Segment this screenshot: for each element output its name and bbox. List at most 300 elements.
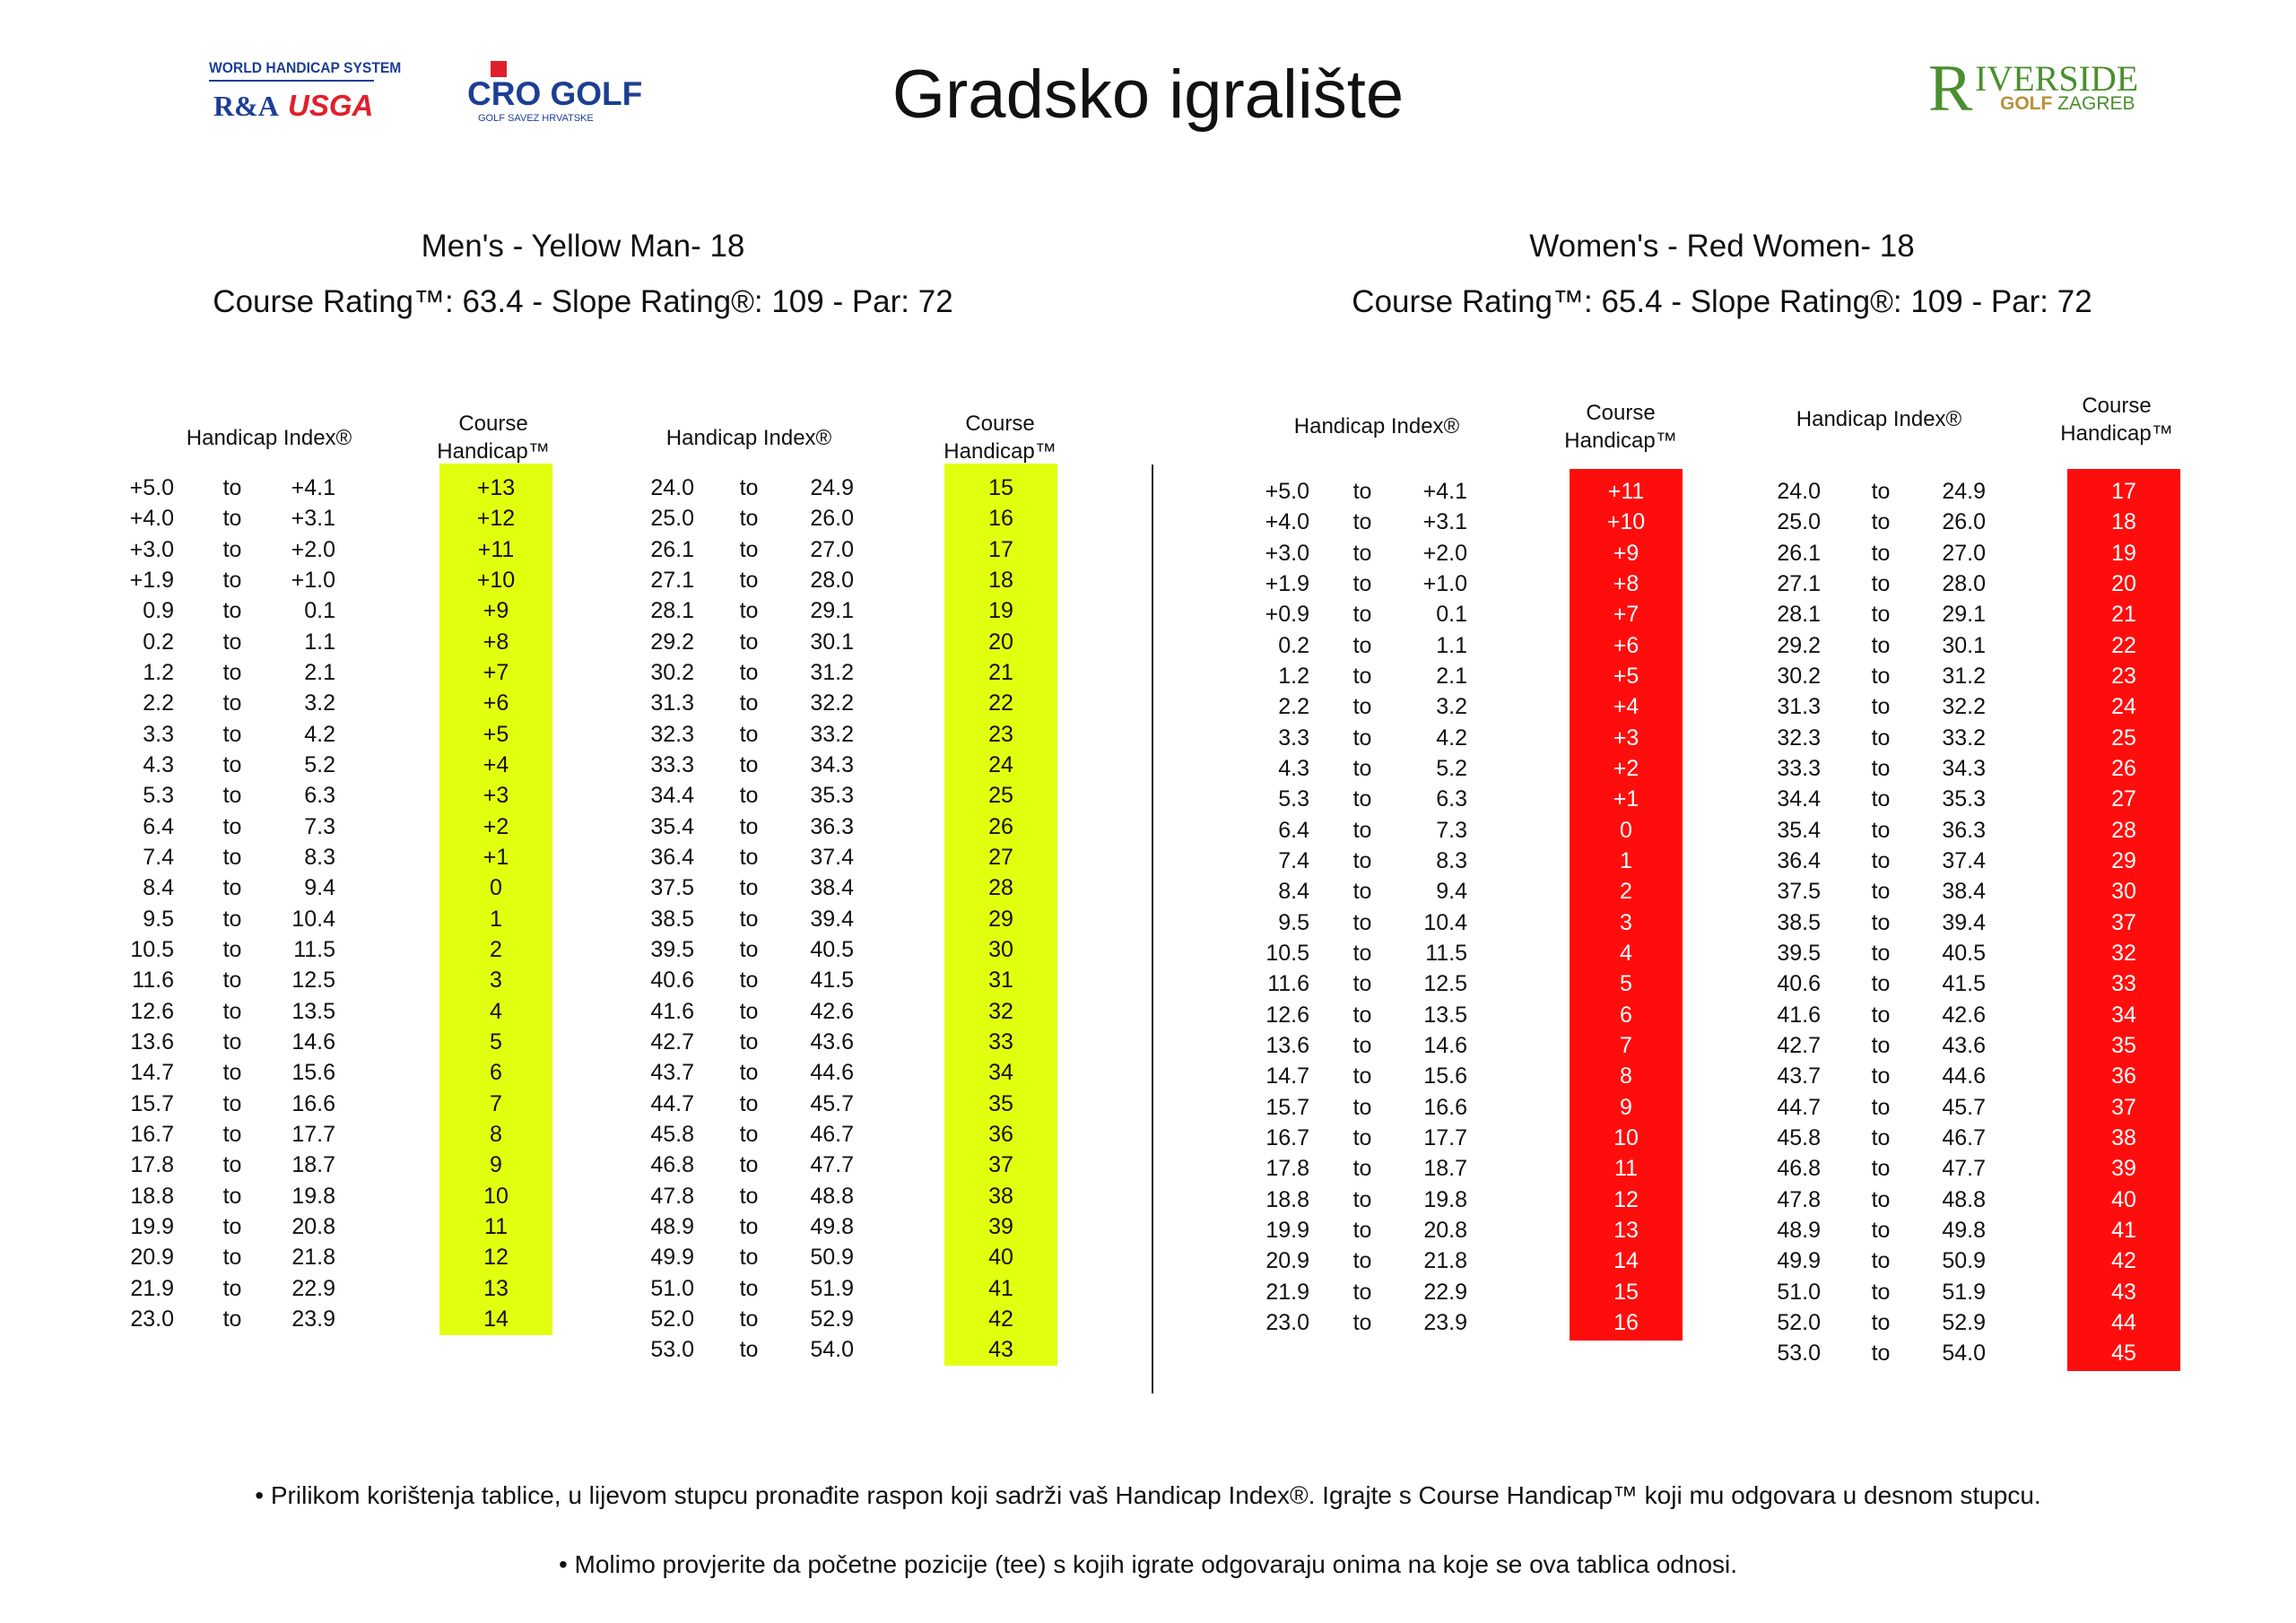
men-cell-to-2: 24.9 [810,475,854,500]
men-cell-course-handicap-2: 27 [988,844,1013,870]
men-cell-from-2: 48.9 [650,1213,694,1239]
women-cell-from-1: 4.3 [1278,755,1309,781]
women-cell-to-1: 14.6 [1423,1032,1467,1058]
women-cell-course-handicap-1: 1 [1620,847,1632,873]
men-cell-to-label-1: to [222,1213,242,1239]
women-cell-to-1: 20.8 [1423,1217,1467,1243]
men-cell-course-handicap-2: 19 [988,598,1013,624]
men-cell-to-label-2: to [739,1306,759,1332]
women-course-handicap-header-1: Course Handicap™ [1564,401,1677,453]
women-table-row [0,1185,2296,1215]
men-cell-to-1: 5.2 [304,751,335,777]
women-cell-from-1: 2.2 [1278,694,1309,720]
women-cell-from-2: 43.7 [1777,1063,1821,1089]
women-cell-to-label-1: to [1352,1186,1372,1212]
men-cell-to-label-1: to [222,844,242,870]
women-cell-from-1: 20.9 [1265,1248,1309,1274]
women-cell-to-1: 10.4 [1423,909,1467,935]
men-cell-from-1: +1.9 [129,567,174,593]
women-cell-to-2: 34.3 [1942,755,1986,781]
women-cell-course-handicap-1: 3 [1620,909,1632,935]
women-cell-from-2: 28.1 [1777,602,1821,628]
women-cell-to-1: +1.0 [1422,570,1467,596]
men-cell-course-handicap-1: 3 [490,968,502,994]
women-cell-course-handicap-2: 30 [2111,879,2136,905]
women-cell-to-2: 27.0 [1942,540,1986,566]
men-cell-to-2: 27.0 [810,536,854,562]
women-cell-from-2: 36.4 [1777,847,1821,873]
women-table-row [0,1245,2296,1276]
women-cell-course-handicap-2: 36 [2111,1063,2136,1089]
men-cell-from-2: 25.0 [650,506,694,532]
men-cell-to-1: 11.5 [293,936,335,962]
women-cell-to-2: 24.9 [1942,479,1986,504]
women-cell-to-label-1: to [1352,786,1372,812]
women-cell-to-label-2: to [1871,940,1891,966]
women-cell-to-2: 54.0 [1942,1341,1986,1367]
men-cell-to-1: +3.1 [291,506,335,532]
women-handicap-index-header-2: Handicap Index® [1796,407,1962,431]
women-cell-to-label-1: to [1352,817,1372,843]
men-cell-from-2: 39.5 [650,936,694,962]
women-cell-from-2: 53.0 [1777,1341,1821,1367]
men-cell-from-2: 26.1 [650,536,694,562]
women-cell-course-handicap-2: 20 [2111,570,2136,596]
men-cell-from-1: 18.8 [130,1183,174,1209]
women-cell-to-label-2: to [1871,602,1891,628]
women-cell-from-2: 34.4 [1777,786,1821,812]
men-cell-to-2: 30.1 [810,629,854,655]
women-cell-course-handicap-2: 32 [2111,940,2136,966]
women-cell-to-1: 2.1 [1436,663,1467,689]
men-cell-course-handicap-1: 2 [490,936,502,962]
women-cell-to-2: 37.4 [1942,847,1986,873]
women-cell-from-2: 46.8 [1777,1156,1821,1182]
women-cell-from-2: 48.9 [1777,1217,1821,1243]
men-cell-from-2: 41.6 [650,998,694,1024]
women-cell-to-label-2: to [1871,879,1891,905]
women-cell-course-handicap-1: 4 [1620,940,1632,966]
women-table-row [0,1000,2296,1030]
women-cell-to-label-2: to [1871,540,1891,566]
women-cell-from-2: 42.7 [1777,1032,1821,1058]
men-cell-from-1: 3.3 [143,721,174,747]
women-cell-course-handicap-2: 21 [2111,602,2136,628]
women-cell-course-handicap-2: 29 [2111,847,2136,873]
men-cell-to-label-2: to [739,506,759,532]
men-cell-to-label-1: to [222,875,242,901]
men-cell-to-2: 39.4 [810,906,854,932]
men-cell-to-label-2: to [739,1183,759,1209]
women-cell-from-1: 16.7 [1265,1124,1309,1150]
men-cell-from-1: +4.0 [129,506,174,532]
men-cell-to-2: 33.2 [810,721,854,747]
women-cell-to-label-2: to [1871,1063,1891,1089]
men-cell-from-2: 35.4 [650,813,694,839]
men-cell-to-label-2: to [739,875,759,901]
women-table-row [0,723,2296,753]
women-cell-course-handicap-1: 13 [1613,1217,1639,1243]
women-cell-from-2: 37.5 [1777,879,1821,905]
men-cell-course-handicap-1: +12 [476,506,516,532]
women-cell-to-2: 51.9 [1942,1279,1986,1305]
women-cell-from-2: 44.7 [1777,1094,1821,1120]
men-cell-course-handicap-1: +7 [483,659,509,685]
men-cell-from-2: 34.4 [650,783,694,809]
men-cell-to-1: 21.8 [291,1245,335,1271]
women-cell-course-handicap-2: 37 [2111,909,2136,935]
women-cell-course-handicap-2: 40 [2111,1186,2136,1212]
women-cell-course-handicap-2: 35 [2111,1032,2136,1058]
men-cell-from-1: +3.0 [129,536,174,562]
women-cell-from-2: 38.5 [1777,909,1821,935]
men-cell-course-handicap-1: 12 [483,1245,509,1271]
men-cell-from-2: 45.8 [650,1121,694,1147]
women-cell-course-handicap-1: 16 [1613,1309,1639,1335]
men-cell-course-handicap-2: 42 [988,1306,1013,1332]
women-cell-to-1: 23.9 [1423,1309,1467,1335]
women-table-row [0,630,2296,661]
men-cell-course-handicap-2: 35 [988,1090,1013,1116]
men-cell-to-label-1: to [222,629,242,655]
men-cell-from-2: 27.1 [650,567,694,593]
men-cell-to-label-1: to [222,475,242,500]
men-cell-to-label-1: to [222,690,242,716]
women-cell-to-label-1: to [1352,1063,1372,1089]
men-cell-to-label-2: to [739,1121,759,1147]
women-cell-from-1: 17.8 [1265,1156,1309,1182]
women-cell-course-handicap-2: 27 [2111,786,2136,812]
women-cell-to-label-1: to [1352,1217,1372,1243]
women-cell-course-handicap-1: 11 [1614,1156,1638,1182]
men-cell-to-1: +2.0 [291,536,335,562]
women-cell-from-1: 23.0 [1265,1309,1309,1335]
men-cell-from-2: 30.2 [650,659,694,685]
men-cell-to-label-1: to [222,1245,242,1271]
women-cell-to-label-1: to [1352,971,1372,997]
men-cell-to-1: 15.6 [291,1060,335,1086]
women-cell-to-label-2: to [1871,1341,1891,1367]
women-cell-from-1: 1.2 [1278,663,1309,689]
women-cell-to-label-2: to [1871,847,1891,873]
women-cell-course-handicap-2: 42 [2111,1248,2136,1274]
men-cell-course-handicap-1: +13 [476,475,516,500]
footer-note-2: • Molimo provjerite da početne pozicije (tee) s kojih igrate odgovaraju onima na koje se ova tablica odnosi. [558,1550,1738,1578]
women-cell-from-1: 8.4 [1278,879,1309,905]
men-cell-to-1: 2.1 [304,659,335,685]
men-cell-to-1: 19.8 [291,1183,335,1209]
men-cell-to-label-1: to [222,1090,242,1116]
women-cell-to-label-2: to [1871,663,1891,689]
men-cell-from-1: 13.6 [130,1028,174,1055]
men-cell-to-1: +1.0 [291,567,335,593]
men-cell-to-label-2: to [739,1213,759,1239]
men-cell-to-label-2: to [739,1028,759,1055]
women-cell-from-1: 18.8 [1265,1186,1309,1212]
women-cell-from-2: 35.4 [1777,817,1821,843]
ra-logo-text: R&A [213,90,279,122]
men-cell-course-handicap-1: 9 [490,1152,502,1178]
men-cell-course-handicap-1: +10 [476,567,516,593]
men-cell-to-2: 42.6 [810,998,854,1024]
men-cell-from-1: 9.5 [143,906,174,932]
women-section-title: Women's - Red Women- 18 [1529,229,1915,264]
women-cell-course-handicap-2: 37 [2111,1094,2136,1120]
women-cell-from-2: 51.0 [1777,1279,1821,1305]
men-cell-course-handicap-2: 32 [988,998,1013,1024]
women-cell-course-handicap-1: 12 [1613,1186,1639,1212]
women-table-row [0,846,2296,876]
men-cell-course-handicap-1: +2 [483,813,509,839]
women-cell-to-2: 48.8 [1942,1186,1986,1212]
women-cell-course-handicap-1: +5 [1613,663,1639,689]
men-cell-course-handicap-2: 37 [988,1152,1013,1178]
men-cell-course-handicap-1: +8 [483,629,509,655]
women-cell-course-handicap-1: +3 [1613,725,1639,751]
women-table-row [0,907,2296,938]
men-cell-to-label-2: to [739,936,759,962]
men-cell-from-1: 15.7 [130,1090,174,1116]
women-cell-to-2: 38.4 [1942,879,1986,905]
women-cell-to-label-2: to [1871,725,1891,751]
men-cell-from-2: 52.0 [650,1306,694,1332]
men-cell-to-2: 46.7 [810,1121,854,1147]
women-cell-from-2: 49.9 [1777,1248,1821,1274]
men-cell-course-handicap-1: 4 [490,998,502,1024]
men-cell-to-2: 34.3 [810,751,854,777]
men-cell-course-handicap-2: 18 [988,567,1013,593]
men-course-rating: Course Rating™: 63.4 - Slope Rating®: 109 - Par: 72 [213,284,953,319]
page-title: Gradsko igralište [891,56,1405,133]
women-cell-to-label-2: to [1871,1279,1891,1305]
women-cell-to-2: 33.2 [1942,725,1986,751]
men-cell-from-1: 7.4 [143,844,174,870]
women-table-row [0,1215,2296,1245]
women-table-row [0,1277,2296,1307]
men-cell-to-1: 14.6 [291,1028,335,1055]
women-cell-course-handicap-1: 2 [1620,879,1632,905]
men-cell-to-1: 8.3 [304,844,335,870]
women-table-row [0,568,2296,599]
women-cell-to-label-1: to [1352,1124,1372,1150]
men-course-handicap-header-1: Course Handicap™ [437,412,550,464]
women-table-row [0,753,2296,784]
men-cell-to-label-2: to [739,721,759,747]
women-cell-from-2: 33.3 [1777,755,1821,781]
women-cell-to-2: 41.5 [1942,971,1986,997]
men-cell-to-2: 32.2 [810,690,854,716]
men-cell-course-handicap-1: 7 [490,1090,502,1116]
riverside-logo-initial: R [1928,52,1973,126]
women-cell-to-label-2: to [1871,694,1891,720]
women-cell-to-1: 1.1 [1436,632,1467,658]
men-cell-from-1: 6.4 [143,813,174,839]
women-cell-from-1: +5.0 [1265,479,1309,504]
women-cell-to-label-1: to [1352,847,1372,873]
women-table-row [0,815,2296,846]
men-cell-course-handicap-1: 14 [483,1306,509,1332]
men-cell-to-1: 18.7 [291,1152,335,1178]
women-table-row [0,507,2296,537]
men-cell-from-1: 11.6 [132,968,174,994]
men-cell-to-label-1: to [222,536,242,562]
men-cell-to-label-1: to [222,506,242,532]
women-cell-from-1: 21.9 [1265,1279,1309,1305]
women-cell-from-2: 45.8 [1777,1124,1821,1150]
men-cell-to-label-2: to [739,1337,759,1363]
men-cell-to-label-2: to [739,751,759,777]
men-cell-to-2: 37.4 [810,844,854,870]
men-cell-to-2: 47.7 [810,1152,854,1178]
women-cell-to-1: 5.2 [1436,755,1467,781]
women-cell-to-label-2: to [1871,509,1891,535]
women-cell-to-2: 26.0 [1942,509,1986,535]
women-cell-from-2: 25.0 [1777,509,1821,535]
men-cell-to-label-1: to [222,998,242,1024]
men-cell-course-handicap-2: 24 [988,751,1013,777]
women-cell-to-label-1: to [1352,479,1372,504]
women-cell-from-1: 13.6 [1265,1032,1309,1058]
women-cell-to-label-1: to [1352,602,1372,628]
men-cell-from-1: 10.5 [130,936,174,962]
men-cell-to-2: 35.3 [810,783,854,809]
women-cell-course-handicap-1: +11 [1607,479,1645,504]
women-cell-to-label-1: to [1352,755,1372,781]
men-cell-course-handicap-1: 0 [490,875,502,901]
men-cell-course-handicap-2: 40 [988,1245,1013,1271]
women-handicap-index-header-1: Handicap Index® [1293,414,1460,438]
women-cell-to-2: 46.7 [1942,1124,1986,1150]
women-handicap-table [0,476,2296,1382]
women-cell-to-1: 4.2 [1436,725,1467,751]
men-cell-from-1: 0.9 [143,598,174,624]
women-table-row [0,538,2296,568]
men-cell-from-1: 0.2 [143,629,174,655]
men-section-title: Men's - Yellow Man- 18 [421,229,745,264]
men-cell-from-2: 24.0 [650,475,694,500]
women-cell-to-label-2: to [1871,570,1891,596]
women-cell-to-label-1: to [1352,509,1372,535]
women-cell-to-label-1: to [1352,1002,1372,1028]
women-cell-course-handicap-2: 19 [2111,540,2136,566]
men-cell-from-2: 31.3 [650,690,694,716]
men-handicap-index-header-2: Handicap Index® [665,426,832,450]
men-cell-to-label-1: to [222,1060,242,1086]
cro-golf-logo-subtitle: GOLF SAVEZ HRVATSKE [478,113,594,124]
men-cell-course-handicap-1: 1 [490,906,502,932]
women-course-rating: Course Rating™: 65.4 - Slope Rating®: 109 - Par: 72 [1352,284,2092,319]
women-cell-to-label-2: to [1871,1309,1891,1335]
women-table-row [0,599,2296,629]
women-cell-course-handicap-1: 5 [1620,971,1632,997]
women-cell-to-1: 22.9 [1423,1279,1467,1305]
men-cell-to-2: 28.0 [810,567,854,593]
women-cell-to-1: 0.1 [1436,602,1467,628]
men-cell-course-handicap-2: 38 [988,1183,1013,1209]
women-cell-course-handicap-2: 44 [2111,1309,2136,1335]
men-cell-to-label-2: to [739,690,759,716]
women-cell-to-label-1: to [1352,1279,1372,1305]
women-cell-to-label-2: to [1871,479,1891,504]
men-cell-from-2: 33.3 [650,751,694,777]
women-cell-course-handicap-1: 0 [1620,817,1632,843]
men-cell-to-label-1: to [222,968,242,994]
men-cell-to-2: 40.5 [810,936,854,962]
women-cell-to-1: 7.3 [1436,817,1467,843]
men-cell-course-handicap-1: 10 [483,1183,509,1209]
women-cell-course-handicap-2: 23 [2111,663,2136,689]
women-cell-to-1: 16.6 [1423,1094,1467,1120]
men-cell-from-2: 32.3 [650,721,694,747]
women-cell-course-handicap-1: 10 [1613,1124,1639,1150]
women-cell-course-handicap-1: +4 [1613,694,1639,720]
women-cell-to-2: 30.1 [1942,632,1986,658]
women-cell-to-1: 9.4 [1436,879,1467,905]
men-cell-course-handicap-1: 6 [490,1060,502,1086]
men-cell-from-1: 8.4 [143,875,174,901]
women-cell-from-2: 26.1 [1777,540,1821,566]
women-cell-from-2: 52.0 [1777,1309,1821,1335]
women-cell-from-1: 15.7 [1265,1094,1309,1120]
women-cell-to-1: 17.7 [1423,1124,1467,1150]
men-cell-to-label-1: to [222,906,242,932]
men-cell-to-label-1: to [222,1152,242,1178]
men-cell-from-1: 17.8 [130,1152,174,1178]
women-cell-to-2: 31.2 [1942,663,1986,689]
women-cell-course-handicap-2: 17 [2111,479,2136,504]
women-cell-to-label-1: to [1352,1032,1372,1058]
men-cell-course-handicap-2: 29 [988,906,1013,932]
men-cell-to-2: 41.5 [810,968,854,994]
men-cell-to-label-1: to [222,1028,242,1055]
women-cell-course-handicap-1: +10 [1606,509,1646,535]
women-table-row [0,1153,2296,1184]
men-cell-to-label-1: to [222,1306,242,1332]
women-cell-to-1: +4.1 [1422,479,1467,504]
men-cell-from-2: 42.7 [650,1028,694,1055]
men-cell-from-1: 21.9 [130,1275,174,1301]
men-cell-course-handicap-1: +4 [483,751,509,777]
women-cell-to-label-1: to [1352,909,1372,935]
women-cell-to-label-1: to [1352,632,1372,658]
men-cell-from-1: 1.2 [143,659,174,685]
men-cell-course-handicap-2: 17 [988,536,1013,562]
men-cell-to-1: 1.1 [304,629,335,655]
women-cell-to-label-2: to [1871,1094,1891,1120]
women-cell-course-handicap-1: +7 [1613,602,1639,628]
men-cell-from-1: 4.3 [143,751,174,777]
women-cell-to-1: 18.7 [1423,1156,1467,1182]
women-cell-to-2: 35.3 [1942,786,1986,812]
men-cell-course-handicap-2: 30 [988,936,1013,962]
women-cell-to-1: 6.3 [1436,786,1467,812]
women-cell-from-1: 0.2 [1278,632,1309,658]
women-cell-from-1: 7.4 [1278,847,1309,873]
women-cell-course-handicap-2: 18 [2111,509,2136,535]
men-cell-from-2: 37.5 [650,875,694,901]
women-cell-to-label-1: to [1352,879,1372,905]
women-cell-to-2: 29.1 [1942,602,1986,628]
women-cell-to-2: 28.0 [1942,570,1986,596]
women-cell-course-handicap-2: 45 [2111,1341,2136,1367]
men-cell-to-label-2: to [739,567,759,593]
women-cell-from-1: +4.0 [1265,509,1309,535]
women-cell-from-1: 10.5 [1265,940,1309,966]
women-cell-course-handicap-2: 38 [2111,1124,2136,1150]
women-cell-from-1: 3.3 [1278,725,1309,751]
women-cell-to-2: 40.5 [1942,940,1986,966]
men-cell-to-label-2: to [739,813,759,839]
